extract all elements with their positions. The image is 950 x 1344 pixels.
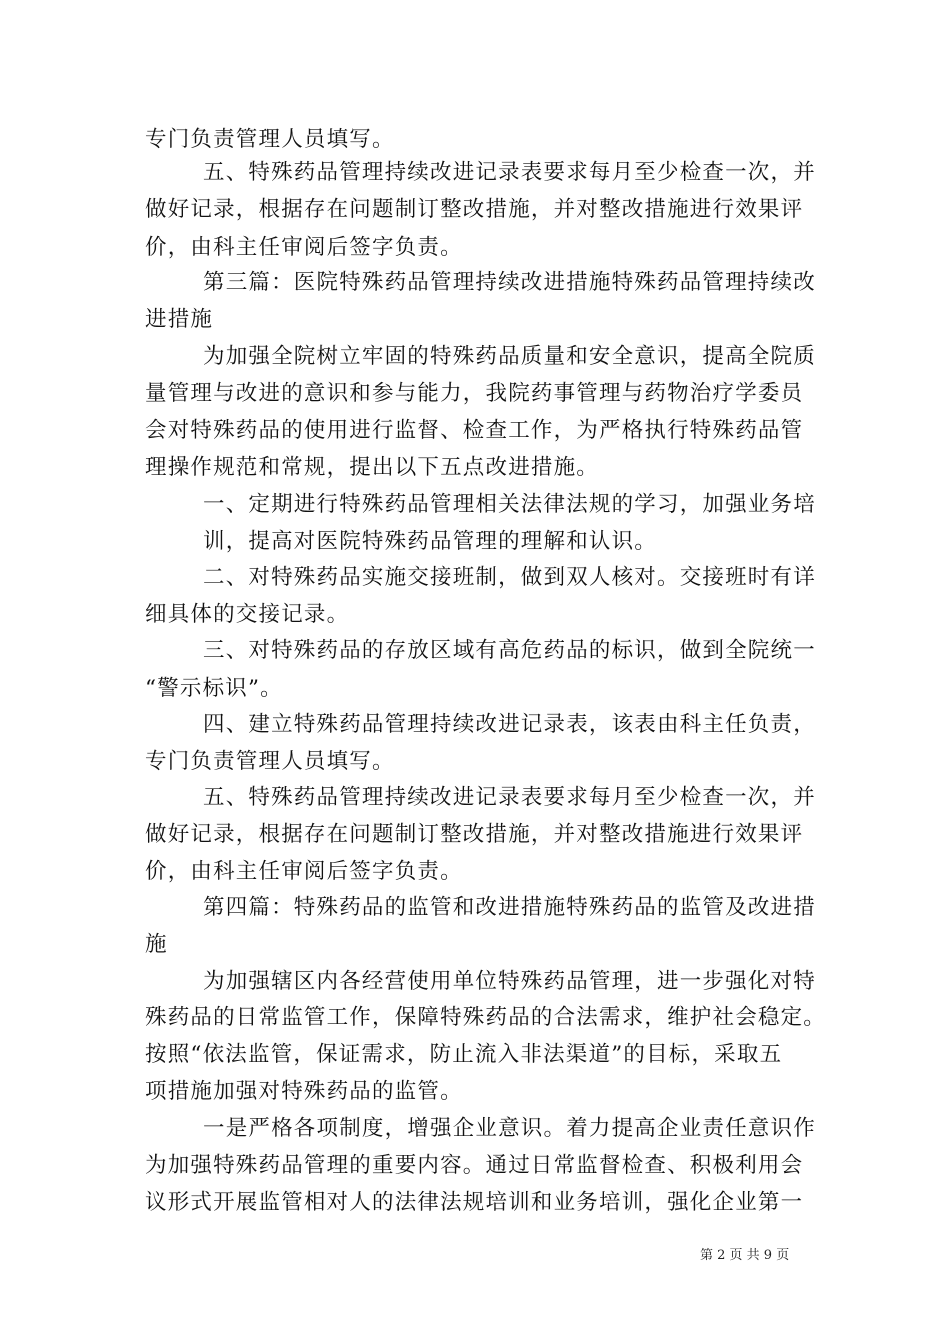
text-line: 价，由科主任审阅后签字负责。	[145, 859, 463, 884]
text-line: 项措施加强对特殊药品的监管。	[145, 1079, 463, 1104]
page-number: 第 2 页 共 9 页	[700, 1248, 790, 1263]
text-line: 做好记录，根据存在问题制订整改措施，并对整改措施进行效果评	[145, 822, 804, 847]
text-line: 一、定期进行特殊药品管理相关法律法规的学习，加强业务培	[203, 492, 816, 517]
section-heading: 第三篇：医院特殊药品管理持续改进措施特殊药品管理持续改	[203, 270, 816, 295]
text-line: 二、对特殊药品实施交接班制，做到双人核对。交接班时有详	[203, 565, 816, 590]
text-line: “警示标识”。	[145, 676, 283, 701]
text-line: 四、建立特殊药品管理持续改进记录表，该表由科主任负责，	[203, 712, 816, 737]
text-line: 议形式开展监管相对人的法律法规培训和业务培训，强化企业第一	[145, 1190, 804, 1215]
text-line: 训，提高对医院特殊药品管理的理解和认识。	[203, 529, 658, 554]
text-line: 为加强辖区内各经营使用单位特殊药品管理，进一步强化对特	[203, 969, 816, 994]
text-line: 理操作规范和常规，提出以下五点改进措施。	[145, 455, 600, 480]
text-line: 价，由科主任审阅后签字负责。	[145, 235, 463, 260]
text-line: 三、对特殊药品的存放区域有高危药品的标识，做到全院统一	[203, 638, 816, 663]
section-heading: 进措施	[145, 307, 214, 332]
section-heading: 施	[145, 932, 168, 957]
text-line: 一是严格各项制度，增强企业意识。着力提高企业责任意识作	[203, 1116, 816, 1141]
text-line: 按照“依法监管，保证需求，防止流入非法渠道”的目标，采取五	[145, 1042, 783, 1067]
text-line: 为加强特殊药品管理的重要内容。通过日常监督检查、积极利用会	[145, 1153, 804, 1178]
text-line: 为加强全院树立牢固的特殊药品质量和安全意识，提高全院质	[203, 344, 816, 369]
text-line: 专门负责管理人员填写。	[145, 127, 395, 152]
section-heading: 第四篇：特殊药品的监管和改进措施特殊药品的监管及改进措	[203, 895, 816, 920]
text-line: 做好记录，根据存在问题制订整改措施，并对整改措施进行效果评	[145, 197, 804, 222]
text-line: 细具体的交接记录。	[145, 602, 350, 627]
text-line: 专门负责管理人员填写。	[145, 749, 395, 774]
text-line: 会对特殊药品的使用进行监督、检查工作，为严格执行特殊药品管	[145, 418, 804, 443]
text-line: 五、特殊药品管理持续改进记录表要求每月至少检查一次，并	[203, 160, 816, 185]
text-line: 殊药品的日常监管工作，保障特殊药品的合法需求，维护社会稳定。	[145, 1005, 827, 1030]
text-line: 量管理与改进的意识和参与能力，我院药事管理与药物治疗学委员	[145, 381, 804, 406]
text-line: 五、特殊药品管理持续改进记录表要求每月至少检查一次，并	[203, 785, 816, 810]
